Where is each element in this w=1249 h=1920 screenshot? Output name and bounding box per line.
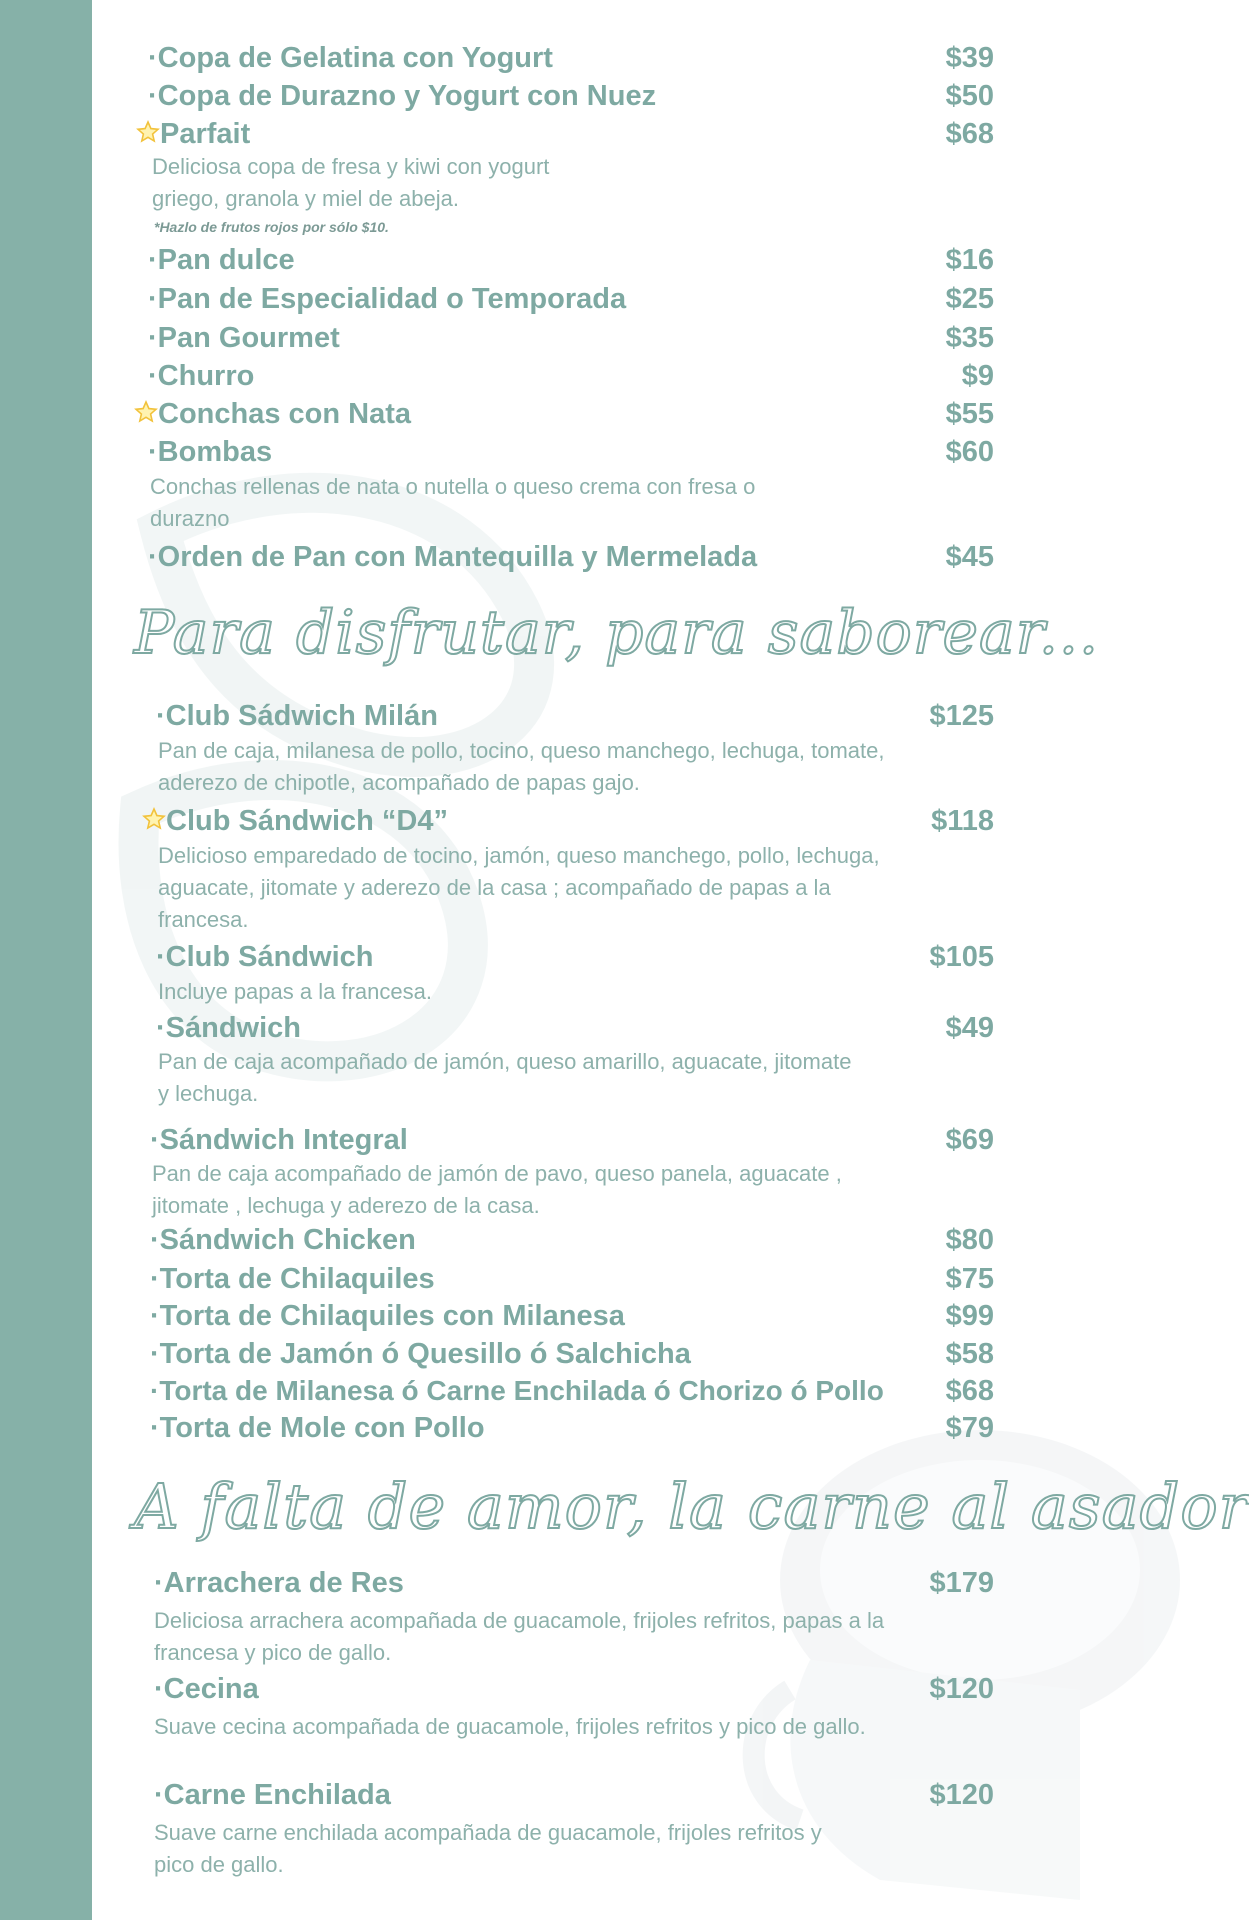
- menu-item: [92, 434, 994, 474]
- menu-page: [92, 0, 1249, 1920]
- item-price: $105: [929, 941, 994, 973]
- item-price: $39: [945, 42, 994, 74]
- menu-item: [92, 242, 994, 282]
- item-name: ·Carne Enchilada: [154, 1779, 391, 1811]
- item-price: $58: [945, 1338, 994, 1370]
- item-description: Delicioso emparedado de tocino, jamón, queso manchego, pollo, lechuga, aguacate, jitomate y aderezo de la casa ; acompañado de papas a la francesa.: [158, 843, 880, 932]
- menu-item: [92, 698, 994, 738]
- item-price: $68: [945, 118, 994, 150]
- item-name: ·Sándwich Integral: [150, 1124, 408, 1156]
- item-name: ·Torta de Chilaquiles: [150, 1263, 435, 1295]
- item-description: Suave carne enchilada acompañada de guacamole, frijoles refritos y pico de gallo.: [154, 1820, 822, 1877]
- item-price: $16: [945, 244, 994, 276]
- menu-item: [92, 803, 994, 843]
- item-name: ·Orden de Pan con Mantequilla y Mermelada: [148, 541, 758, 573]
- menu-item: [92, 939, 994, 979]
- menu-item: [92, 1336, 994, 1376]
- item-name: ·Sándwich: [156, 1012, 302, 1044]
- item-description: Pan de caja acompañado de jamón, queso amarillo, aguacate, jitomate y lechuga.: [158, 1049, 852, 1106]
- menu-item: [92, 1777, 994, 1817]
- item-price: $49: [945, 1012, 994, 1044]
- star-icon: [134, 400, 158, 424]
- item-name: ·Cecina: [154, 1673, 259, 1705]
- item-description: Suave cecina acompañada de guacamole, frijoles refritos y pico de gallo.: [154, 1714, 866, 1739]
- item-name: ·Pan dulce: [148, 244, 295, 276]
- item-price: $125: [929, 700, 994, 732]
- item-price: $45: [945, 541, 994, 573]
- item-price: $120: [929, 1779, 994, 1811]
- item-name: Club Sándwich “D4”: [166, 805, 448, 837]
- item-name: ·Torta de Milanesa ó Carne Enchilada ó Chorizo ó Pollo: [150, 1375, 884, 1406]
- section-heading: A falta de amor, la carne al asador: [134, 1470, 1249, 1543]
- item-description: Incluye papas a la francesa.: [158, 979, 432, 1004]
- item-description: Conchas rellenas de nata o nutella o queso crema con fresa o durazno: [150, 474, 756, 531]
- menu-item: [92, 1410, 994, 1450]
- section-heading: Para disfrutar, para saborear...: [134, 598, 1100, 668]
- menu-item: [92, 1565, 994, 1605]
- item-description: Deliciosa copa de fresa y kiwi con yogurt griego, granola y miel de abeja.: [152, 154, 550, 211]
- menu-item: [92, 320, 994, 360]
- menu-item: [92, 1671, 994, 1711]
- menu-item: [92, 396, 994, 436]
- item-name: Conchas con Nata: [158, 398, 411, 430]
- item-price: $79: [945, 1412, 994, 1444]
- star-icon: [136, 120, 160, 144]
- item-price: $55: [945, 398, 994, 430]
- item-description: Pan de caja, milanesa de pollo, tocino, queso manchego, lechuga, tomate, aderezo de chipotle, acompañado de papas gajo.: [158, 738, 885, 795]
- menu-item: [92, 1261, 994, 1301]
- menu-item: [92, 1122, 994, 1162]
- item-price: $80: [945, 1224, 994, 1256]
- item-name: ·Pan de Especialidad o Temporada: [148, 283, 627, 315]
- item-name: ·Bombas: [148, 436, 273, 468]
- item-price: $69: [945, 1124, 994, 1156]
- item-note: *Hazlo de frutos rojos por sólo $10.: [154, 219, 389, 235]
- menu-item: [92, 78, 994, 118]
- item-name: ·Churro: [148, 360, 255, 392]
- side-color-band: [0, 0, 92, 1920]
- item-name: ·Torta de Chilaquiles con Milanesa: [150, 1300, 625, 1332]
- item-price: $60: [945, 436, 994, 468]
- item-price: $75: [945, 1263, 994, 1295]
- item-price: $120: [929, 1673, 994, 1705]
- item-price: $179: [929, 1567, 994, 1599]
- item-price: $118: [931, 805, 994, 837]
- item-price: $35: [945, 322, 994, 354]
- item-description: Pan de caja acompañado de jamón de pavo, queso panela, aguacate , jitomate , lechuga y aderezo de la casa.: [152, 1161, 842, 1218]
- item-name: ·Arrachera de Res: [154, 1567, 404, 1599]
- menu-item: [92, 1298, 994, 1338]
- menu-item: [92, 40, 994, 80]
- item-name: ·Club Sádwich Milán: [156, 700, 438, 732]
- item-name: ·Copa de Gelatina con Yogurt: [148, 42, 553, 74]
- item-name: ·Copa de Durazno y Yogurt con Nuez: [148, 80, 657, 112]
- item-description: Deliciosa arrachera acompañada de guacamole, frijoles refritos, papas a la francesa y pico de gallo.: [154, 1608, 885, 1665]
- menu-item: [92, 1222, 994, 1262]
- item-name: ·Sándwich Chicken: [150, 1224, 416, 1256]
- item-name: ·Pan Gourmet: [148, 322, 340, 354]
- menu-item: [92, 1010, 994, 1050]
- item-price: $50: [945, 80, 994, 112]
- item-name: ·Club Sándwich: [156, 941, 374, 973]
- item-price: $25: [945, 283, 994, 315]
- menu-item: [92, 116, 994, 156]
- item-name: ·Torta de Mole con Pollo: [150, 1412, 485, 1444]
- menu-item: [92, 281, 994, 321]
- item-name: ·Torta de Jamón ó Quesillo ó Salchicha: [150, 1338, 691, 1370]
- menu-item: [92, 1373, 994, 1413]
- star-icon: [142, 807, 166, 831]
- menu-item: [92, 539, 994, 579]
- item-name: Parfait: [160, 118, 251, 150]
- item-price: $68: [945, 1375, 994, 1407]
- menu-item: [92, 358, 994, 398]
- item-price: $9: [961, 360, 994, 392]
- item-price: $99: [945, 1300, 994, 1332]
